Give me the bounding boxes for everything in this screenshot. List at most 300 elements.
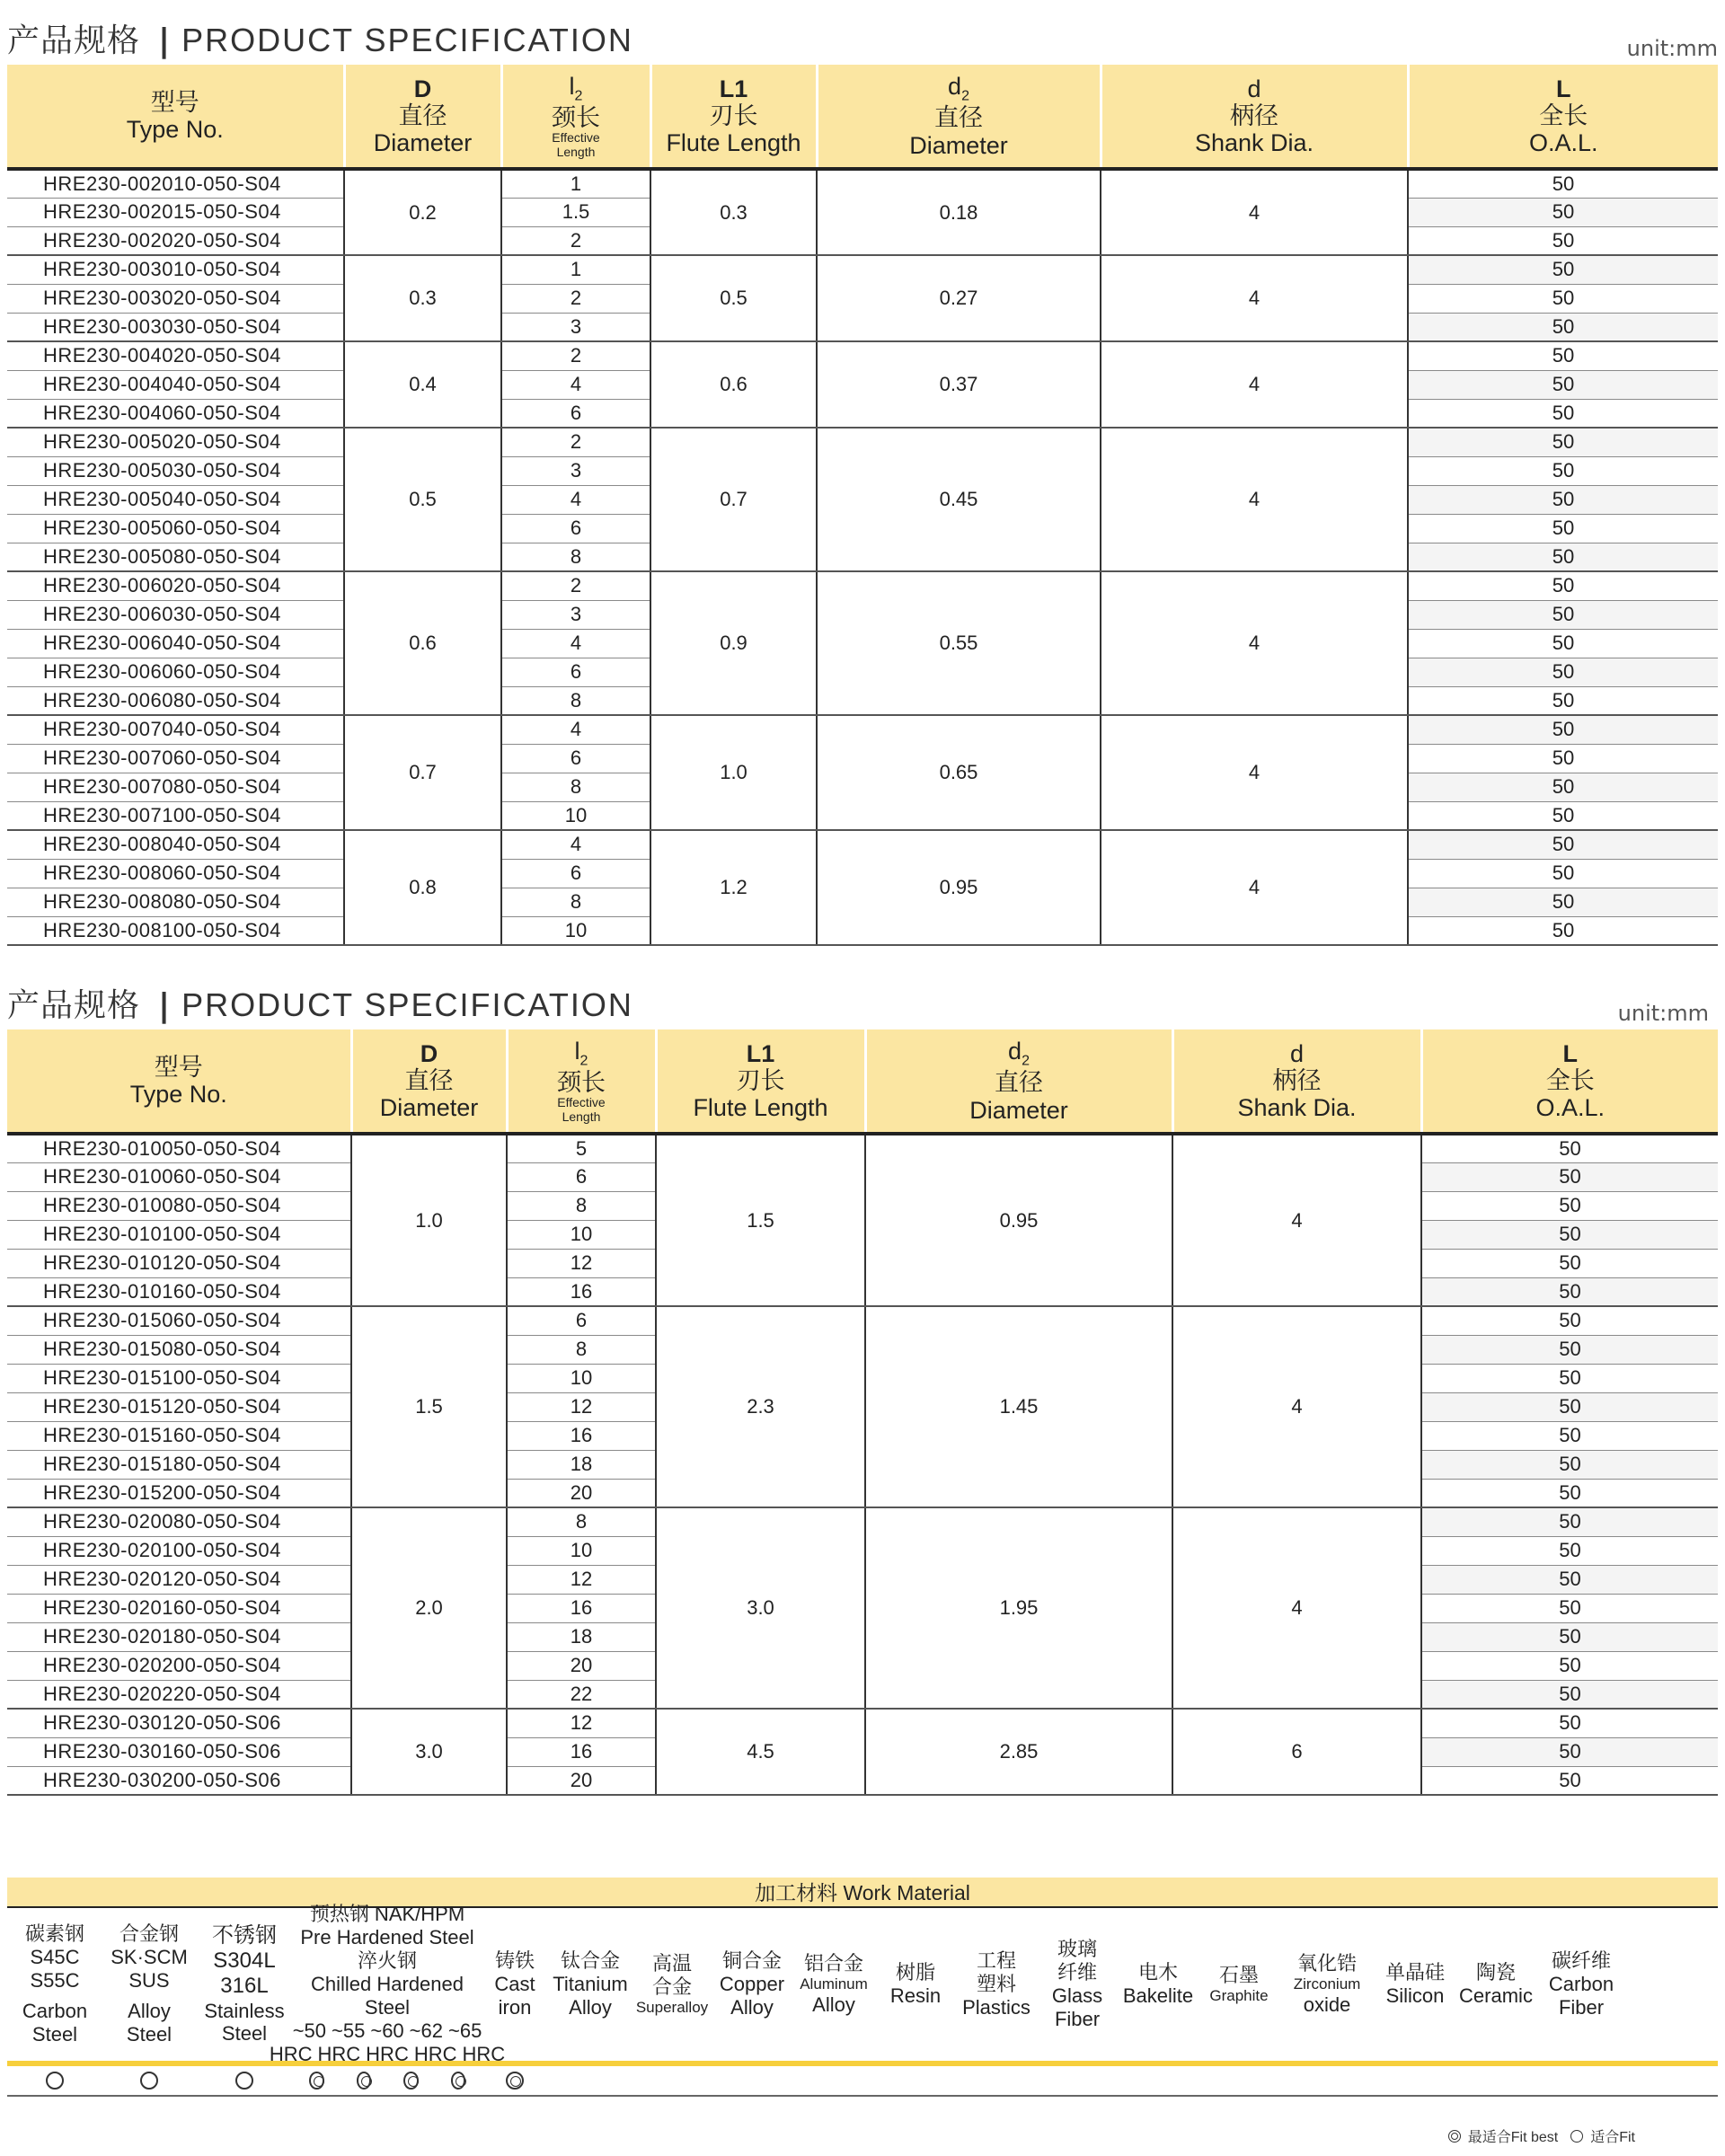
material-column xyxy=(7,1908,102,2061)
oal-cell: 50 xyxy=(1408,658,1718,686)
effective-length-cell: 6 xyxy=(507,1306,656,1335)
table-row xyxy=(7,1306,1718,1335)
cell-d: 1.0 xyxy=(351,1134,507,1306)
effective-length-cell: 1.5 xyxy=(501,198,650,226)
hrc-label: HRC xyxy=(366,2042,409,2065)
type-no-cell: HRE230-010050-050-S04 xyxy=(7,1134,351,1162)
material-label: 电木 xyxy=(1137,1961,1178,1984)
material-label: SUS xyxy=(128,1969,170,1993)
cell-d2: 1.45 xyxy=(865,1306,1172,1507)
oal-cell: 50 xyxy=(1421,1766,1718,1795)
type-no-cell: HRE230-005030-050-S04 xyxy=(7,456,344,485)
cell-d: 4 xyxy=(1101,255,1408,341)
table-row xyxy=(7,255,1718,284)
header-d2 xyxy=(817,65,1101,169)
hrc-label: HRC xyxy=(413,2042,457,2065)
cell-d2: 2.85 xyxy=(865,1709,1172,1795)
header-cn: 直径 xyxy=(404,1066,454,1094)
material-label: Alloy xyxy=(730,1995,774,2019)
type-no-cell: HRE230-007080-050-S04 xyxy=(7,773,344,801)
material-label: Carbon xyxy=(22,1999,88,2022)
effective-length-cell: 10 xyxy=(501,801,650,830)
suitability-cell xyxy=(548,2066,632,2095)
material-label: S55C xyxy=(30,1969,80,1993)
oal-cell: 50 xyxy=(1421,1651,1718,1680)
type-no-cell: HRE230-015160-050-S04 xyxy=(7,1421,351,1450)
header-sym: D xyxy=(413,75,432,102)
material-label: 玻璃 xyxy=(1057,1938,1097,1961)
work-material-title: 加工材料 Work Material xyxy=(7,1878,1718,1908)
type-no-cell: HRE230-015100-050-S04 xyxy=(7,1364,351,1392)
material-label: Copper xyxy=(719,1973,785,1996)
header-en: O.A.L. xyxy=(1535,1094,1606,1122)
cell-d: 4 xyxy=(1101,571,1408,715)
spec-table-2 xyxy=(7,1029,1718,1796)
effective-length-cell: 8 xyxy=(507,1507,656,1536)
type-no-cell: HRE230-015080-050-S04 xyxy=(7,1335,351,1364)
header-cn: 直径 xyxy=(934,104,983,132)
effective-length-cell: 22 xyxy=(507,1680,656,1709)
header-d xyxy=(351,1029,507,1134)
material-label: SK·SCM xyxy=(111,1946,188,1969)
suitability-cell xyxy=(1536,2066,1626,2095)
oal-cell: 50 xyxy=(1408,571,1718,600)
oal-cell: 50 xyxy=(1408,313,1718,341)
header-sym: $l_2$ xyxy=(574,1037,588,1069)
type-no-cell: HRE230-008040-050-S04 xyxy=(7,830,344,859)
hrc-label: HRC xyxy=(462,2042,506,2065)
effective-length-cell: 18 xyxy=(507,1622,656,1651)
cell-d: 4 xyxy=(1172,1134,1421,1306)
type-no-cell: HRE230-005020-050-S04 xyxy=(7,428,344,456)
oal-cell: 50 xyxy=(1408,916,1718,945)
oal-cell: 50 xyxy=(1421,1507,1718,1536)
effective-length-cell: 6 xyxy=(507,1162,656,1191)
oal-cell: 50 xyxy=(1421,1191,1718,1220)
material-label: Carbon xyxy=(1548,1973,1614,1996)
material-column xyxy=(1037,1908,1118,2061)
hrc-label: HRC xyxy=(317,2042,361,2065)
effective-length-cell: 16 xyxy=(507,1594,656,1622)
cell-d: 4 xyxy=(1101,830,1408,945)
suitability-cell xyxy=(1279,2066,1375,2095)
effective-length-cell: 3 xyxy=(501,600,650,629)
material-label: Steel xyxy=(126,2022,172,2046)
oal-cell: 50 xyxy=(1421,1709,1718,1737)
title-en: PRODUCT SPECIFICATION xyxy=(181,986,633,1023)
material-label: 碳素钢 xyxy=(24,1922,84,1946)
type-no-cell: HRE230-006030-050-S04 xyxy=(7,600,344,629)
material-label: Ceramic xyxy=(1459,1984,1533,2007)
material-column xyxy=(1536,1908,1626,2061)
spacer xyxy=(9,1993,101,2000)
material-label: 316L xyxy=(220,1974,269,1999)
cell-d: 4 xyxy=(1101,715,1408,830)
header-sym: $l_2$ xyxy=(569,72,583,104)
suitability-row xyxy=(7,2066,1718,2097)
cell-l1: 0.3 xyxy=(650,169,817,255)
effective-length-cell: 4 xyxy=(501,485,650,514)
effective-length-cell: 2 xyxy=(501,428,650,456)
suitability-cell xyxy=(1199,2066,1279,2095)
oal-cell: 50 xyxy=(1421,1220,1718,1249)
header-cn: 型号 xyxy=(150,88,199,116)
header-en: Shank Dia. xyxy=(1194,129,1314,157)
header-l1 xyxy=(656,1029,865,1134)
fit-best-icon xyxy=(357,2072,372,2090)
header-en: Diameter xyxy=(373,129,473,157)
effective-length-cell: 18 xyxy=(507,1450,656,1479)
table-row xyxy=(7,428,1718,456)
header-l1 xyxy=(650,65,817,169)
material-label: 石墨 xyxy=(1218,1964,1259,1986)
material-column xyxy=(1199,1908,1279,2061)
type-no-cell: HRE230-020200-050-S04 xyxy=(7,1651,351,1680)
type-no-cell: HRE230-020120-050-S04 xyxy=(7,1565,351,1594)
table-row xyxy=(7,1134,1718,1162)
material-label: 预热钢 NAK/HPM xyxy=(309,1903,465,1926)
header-en: Effective xyxy=(557,1095,606,1110)
oal-cell: 50 xyxy=(1421,1162,1718,1191)
type-no-cell: HRE230-010120-050-S04 xyxy=(7,1249,351,1277)
legend xyxy=(1446,2125,1635,2146)
suitability-cell xyxy=(956,2066,1037,2095)
oal-cell: 50 xyxy=(1408,485,1718,514)
cell-l1: 1.5 xyxy=(656,1134,865,1306)
section-title: 产品规格 | PRODUCT SPECIFICATION xyxy=(7,986,633,1024)
header-cn: 型号 xyxy=(154,1053,203,1081)
header-l xyxy=(1408,65,1718,169)
oal-cell: 50 xyxy=(1408,370,1718,399)
oal-cell: 50 xyxy=(1421,1421,1718,1450)
title-cn: 产品规格 xyxy=(7,987,141,1024)
cell-l1: 1.0 xyxy=(650,715,817,830)
table-row xyxy=(7,1709,1718,1737)
type-no-cell: HRE230-002010-050-S04 xyxy=(7,169,344,198)
header-type xyxy=(7,1029,351,1134)
table-row xyxy=(7,341,1718,370)
effective-length-cell: 20 xyxy=(507,1651,656,1680)
header-l xyxy=(1421,1029,1718,1134)
material-column xyxy=(712,1908,792,2061)
material-label: 铜合金 xyxy=(721,1949,782,1973)
effective-length-cell: 8 xyxy=(507,1191,656,1220)
oal-cell: 50 xyxy=(1421,1479,1718,1507)
header-en: Shank Dia. xyxy=(1237,1094,1357,1122)
header-en: Length xyxy=(556,144,596,159)
effective-length-cell: 12 xyxy=(507,1392,656,1421)
legend-fit-label: 适合Fit xyxy=(1590,2130,1635,2145)
material-label: Alloy xyxy=(812,1993,855,2017)
effective-length-cell: 4 xyxy=(501,629,650,658)
effective-length-cell: 12 xyxy=(507,1249,656,1277)
material-column xyxy=(1118,1908,1199,2061)
effective-length-cell: 12 xyxy=(507,1565,656,1594)
header-sym: D xyxy=(420,1039,438,1067)
unit-label: unit:mm xyxy=(1626,36,1718,61)
oal-cell: 50 xyxy=(1408,773,1718,801)
oal-cell: 50 xyxy=(1408,341,1718,370)
material-label: 陶瓷 xyxy=(1475,1961,1516,1984)
suitability-cell xyxy=(712,2066,792,2095)
type-no-cell: HRE230-030160-050-S06 xyxy=(7,1737,351,1766)
material-label: Fiber xyxy=(1558,1995,1605,2019)
suitability-cell xyxy=(293,2066,482,2095)
type-no-cell: HRE230-002015-050-S04 xyxy=(7,198,344,226)
material-column xyxy=(269,1903,506,2065)
oal-cell: 50 xyxy=(1421,1737,1718,1766)
header-d xyxy=(1172,1029,1421,1134)
type-no-cell: HRE230-004060-050-S04 xyxy=(7,399,344,428)
cell-d2: 0.37 xyxy=(817,341,1101,428)
oal-cell: 50 xyxy=(1408,169,1718,198)
effective-length-cell: 2 xyxy=(501,226,650,255)
material-label: S45C xyxy=(30,1946,80,1969)
cell-d2: 0.27 xyxy=(817,255,1101,341)
header-en: Effective xyxy=(552,130,600,146)
header-cn: 颈长 xyxy=(557,1069,606,1097)
type-no-cell: HRE230-020080-050-S04 xyxy=(7,1507,351,1536)
type-no-cell: HRE230-010080-050-S04 xyxy=(7,1191,351,1220)
effective-length-cell: 20 xyxy=(507,1766,656,1795)
cell-d: 1.5 xyxy=(351,1306,507,1507)
oal-cell: 50 xyxy=(1408,830,1718,859)
header-en: Flute Length xyxy=(666,129,801,157)
cell-d: 0.4 xyxy=(344,341,501,428)
material-label: Glass xyxy=(1051,1984,1103,2007)
material-column xyxy=(632,1908,712,2061)
fit-icon xyxy=(140,2072,158,2090)
header-l2 xyxy=(501,65,650,169)
table-row xyxy=(7,169,1718,198)
oal-cell: 50 xyxy=(1408,801,1718,830)
material-label: 合金钢 xyxy=(119,1922,179,1946)
hrc-value: ~62 xyxy=(409,2019,443,2042)
material-label: S304L xyxy=(213,1948,276,1973)
material-label: 不锈钢 xyxy=(212,1922,277,1948)
oal-cell: 50 xyxy=(1408,744,1718,773)
fit-icon xyxy=(46,2072,64,2090)
oal-cell: 50 xyxy=(1421,1536,1718,1565)
cell-l1: 0.7 xyxy=(650,428,817,571)
header-cn: 刃长 xyxy=(736,1066,785,1094)
material-label: Pre Hardened Steel xyxy=(300,1926,474,1949)
type-no-cell: HRE230-005040-050-S04 xyxy=(7,485,344,514)
material-column xyxy=(1279,1908,1375,2061)
type-no-cell: HRE230-005080-050-S04 xyxy=(7,543,344,571)
unit-label: unit:mm xyxy=(1617,1001,1709,1026)
material-column xyxy=(1375,1908,1455,2061)
type-no-cell: HRE230-002020-050-S04 xyxy=(7,226,344,255)
oal-cell: 50 xyxy=(1408,198,1718,226)
oal-cell: 50 xyxy=(1408,600,1718,629)
oal-cell: 50 xyxy=(1408,543,1718,571)
header-sym: L1 xyxy=(719,75,748,102)
material-label: Plastics xyxy=(962,1995,1031,2019)
type-no-cell: HRE230-010100-050-S04 xyxy=(7,1220,351,1249)
type-no-cell: HRE230-030200-050-S06 xyxy=(7,1766,351,1795)
header-en: Type No. xyxy=(129,1081,227,1108)
material-column xyxy=(792,1908,875,2061)
oal-cell: 50 xyxy=(1421,1249,1718,1277)
oal-cell: 50 xyxy=(1421,1134,1718,1162)
header-type xyxy=(7,65,344,169)
cell-d: 0.5 xyxy=(344,428,501,571)
header-en: Type No. xyxy=(126,116,224,143)
header-l2 xyxy=(507,1029,656,1134)
type-no-cell: HRE230-006060-050-S04 xyxy=(7,658,344,686)
effective-length-cell: 12 xyxy=(507,1709,656,1737)
suitability-cell xyxy=(196,2066,293,2095)
cell-d: 4 xyxy=(1101,169,1408,255)
table-header xyxy=(7,1029,1718,1134)
header-cn: 刃长 xyxy=(709,102,758,129)
oal-cell: 50 xyxy=(1408,428,1718,456)
header-d2 xyxy=(865,1029,1172,1134)
cell-l1: 0.9 xyxy=(650,571,817,715)
header-sym: L xyxy=(1562,1039,1578,1067)
fit-best-icon xyxy=(403,2072,419,2090)
type-no-cell: HRE230-008080-050-S04 xyxy=(7,888,344,916)
effective-length-cell: 10 xyxy=(501,916,650,945)
cell-d: 0.6 xyxy=(344,571,501,715)
hrc-value: ~55 xyxy=(332,2019,366,2042)
type-no-cell: HRE230-006040-050-S04 xyxy=(7,629,344,658)
cell-d: 2.0 xyxy=(351,1507,507,1709)
type-no-cell: HRE230-003020-050-S04 xyxy=(7,284,344,313)
effective-length-cell: 8 xyxy=(501,773,650,801)
type-no-cell: HRE230-006020-050-S04 xyxy=(7,571,344,600)
oal-cell: 50 xyxy=(1421,1335,1718,1364)
material-label: Zirconium xyxy=(1293,1975,1361,1993)
cell-d: 3.0 xyxy=(351,1709,507,1795)
cell-d: 4 xyxy=(1101,341,1408,428)
effective-length-cell: 4 xyxy=(501,370,650,399)
type-no-cell: HRE230-015180-050-S04 xyxy=(7,1450,351,1479)
material-label: Silicon xyxy=(1385,1984,1445,2007)
effective-length-cell: 16 xyxy=(507,1277,656,1306)
hrc-label: HRC xyxy=(269,2042,313,2065)
legend-best-label: 最适合Fit best xyxy=(1467,2130,1559,2145)
material-label: 淬火钢 xyxy=(357,1949,417,1973)
header-sym: d xyxy=(1247,75,1261,102)
header-en: Diameter xyxy=(909,131,1008,159)
spacer xyxy=(104,1993,194,2000)
material-label: Superalloy xyxy=(635,1998,709,2016)
type-no-cell: HRE230-007060-050-S04 xyxy=(7,744,344,773)
header-en: Diameter xyxy=(379,1094,479,1122)
oal-cell: 50 xyxy=(1408,226,1718,255)
effective-length-cell: 2 xyxy=(501,341,650,370)
type-no-cell: HRE230-003030-050-S04 xyxy=(7,313,344,341)
material-label: 氧化锆 xyxy=(1296,1952,1357,1975)
oal-cell: 50 xyxy=(1421,1565,1718,1594)
suitability-cell xyxy=(1118,2066,1199,2095)
header-cn: 直径 xyxy=(995,1069,1043,1097)
header-sym: L1 xyxy=(746,1039,775,1067)
header-sym: $d_2$ xyxy=(1008,1038,1030,1069)
effective-length-cell: 3 xyxy=(501,456,650,485)
effective-length-cell: 2 xyxy=(501,284,650,313)
table-row xyxy=(7,830,1718,859)
oal-cell: 50 xyxy=(1408,715,1718,744)
type-no-cell: HRE230-020100-050-S04 xyxy=(7,1536,351,1565)
effective-length-cell: 6 xyxy=(501,399,650,428)
suitability-cell xyxy=(1455,2066,1536,2095)
header-d xyxy=(344,65,501,169)
suitability-cell xyxy=(875,2066,956,2095)
effective-length-cell: 5 xyxy=(507,1134,656,1162)
cell-l1: 0.5 xyxy=(650,255,817,341)
effective-length-cell: 20 xyxy=(507,1479,656,1507)
material-label: Graphite xyxy=(1209,1986,1269,2004)
cell-d2: 0.65 xyxy=(817,715,1101,830)
material-label: 塑料 xyxy=(976,1973,1016,1996)
oal-cell: 50 xyxy=(1408,686,1718,715)
oal-cell: 50 xyxy=(1421,1680,1718,1709)
cell-d2: 1.95 xyxy=(865,1507,1172,1709)
section-header xyxy=(7,974,1718,1029)
effective-length-cell: 6 xyxy=(501,514,650,543)
cell-l1: 1.2 xyxy=(650,830,817,945)
material-column xyxy=(956,1908,1037,2061)
header-sym: $d_2$ xyxy=(948,73,969,104)
effective-length-cell: 8 xyxy=(501,888,650,916)
material-column xyxy=(102,1908,196,2061)
material-label: Bakelite xyxy=(1122,1984,1194,2007)
suitability-cell xyxy=(1037,2066,1118,2095)
type-no-cell: HRE230-007040-050-S04 xyxy=(7,715,344,744)
material-label: oxide xyxy=(1303,1993,1351,2017)
material-label: 钛合金 xyxy=(560,1949,620,1973)
suitability-cell xyxy=(792,2066,875,2095)
cell-d2: 0.95 xyxy=(817,830,1101,945)
material-column xyxy=(1455,1908,1536,2061)
cell-d: 4 xyxy=(1172,1507,1421,1709)
fit-icon xyxy=(1570,2130,1583,2143)
suitability-cell xyxy=(482,2066,548,2095)
cell-d2: 0.95 xyxy=(865,1134,1172,1306)
suitability-cell xyxy=(7,2066,102,2095)
type-no-cell: HRE230-005060-050-S04 xyxy=(7,514,344,543)
hrc-value: ~60 xyxy=(370,2019,404,2042)
material-label: 铝合金 xyxy=(803,1952,863,1975)
material-column xyxy=(875,1908,956,2061)
effective-length-cell: 1 xyxy=(501,169,650,198)
effective-length-cell: 16 xyxy=(507,1737,656,1766)
oal-cell: 50 xyxy=(1421,1277,1718,1306)
header-cn: 柄径 xyxy=(1230,102,1278,129)
material-label: Stainless xyxy=(204,1999,285,2022)
header-en: Flute Length xyxy=(693,1094,828,1122)
fit-best-icon xyxy=(309,2072,324,2090)
cell-d: 0.8 xyxy=(344,830,501,945)
effective-length-cell: 8 xyxy=(501,543,650,571)
spec-section-2 xyxy=(7,974,1718,1796)
effective-length-cell: 16 xyxy=(507,1421,656,1450)
oal-cell: 50 xyxy=(1408,255,1718,284)
table-header xyxy=(7,65,1718,169)
effective-length-cell: 6 xyxy=(501,744,650,773)
effective-length-cell: 10 xyxy=(507,1364,656,1392)
cell-d: 6 xyxy=(1172,1709,1421,1795)
hrc-value: ~50 xyxy=(292,2019,327,2042)
material-label: Steel xyxy=(221,2022,268,2046)
material-label: Aluminum xyxy=(800,1975,868,1993)
oal-cell: 50 xyxy=(1408,859,1718,888)
type-no-cell: HRE230-015060-050-S04 xyxy=(7,1306,351,1335)
oal-cell: 50 xyxy=(1421,1392,1718,1421)
